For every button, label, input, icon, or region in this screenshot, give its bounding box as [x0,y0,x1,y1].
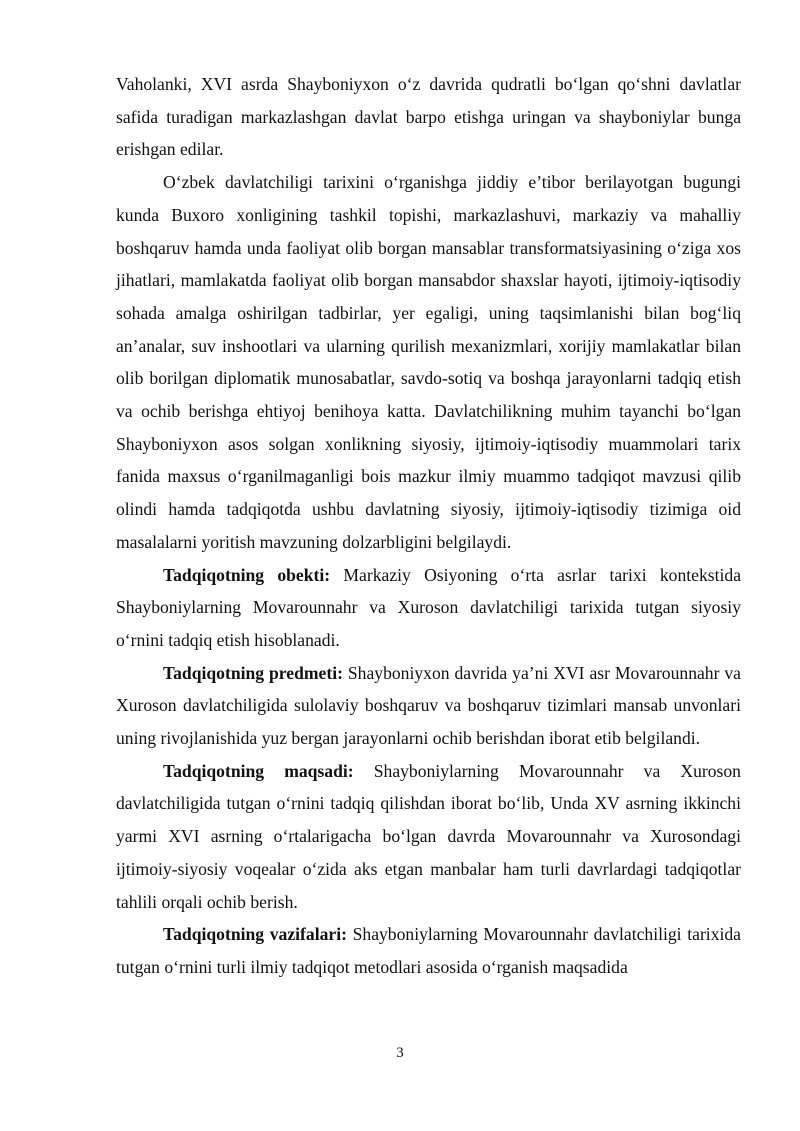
paragraph-text: O‘zbek davlatchiligi tarixini o‘rganishga jiddiy e’tibor berilayotgan bugungi kunda Buxoro xonligining tashkil topishi, markazlashuvi, markaziy va mahalliy boshqaruv hamda unda faoliyat olib borgan mansablar transformatsiyasining o‘ziga xos jihatlari, mamlakatda faoliyat olib borgan mansabdor shaxslar hayoti, ijtimoiy-iqtisodiy sohada amalga oshirilgan tadbirlar, yer egaligi, uning taqsimlanishi bilan bog‘liq an’analar, suv inshootlari va ularning qurilish mexanizmlari, xorijiy mamlakatlar bilan olib borilgan diplomatik munosabatlar, savdo-sotiq va boshqa jarayonlarni tadqiq etish va ochib berishga ehtiyoj benihoya katta. Davlatchilikning muhim tayanchi bo‘lgan Shayboniyxon asos solgan xonlikning siyosiy, ijtimoiy-iqtisodiy muammolari tarix fanida maxsus o‘rganilmaganligi bois mazkur ilmiy muammo tadqiqot mavzusi qilib olindi hamda tadqiqotda ushbu davlatning siyosiy, ijtimoiy-iqtisodiy tizimiga oid masalalarni yoritish mavzuning dolzarbligini belgilaydi. [116,172,741,552]
paragraph-text: Markaziy Osiyoning o‘rta asrlar tarixi kontekstida Shayboniylarning Movarounnahr va Xuroson davlatchiligi tarixida tutgan siyosiy o‘rnini tadqiq etish hisoblanadi. [116,564,742,650]
page-number: 3 [396,1045,404,1061]
paragraph-object [116,559,741,657]
paragraph-heading: Tadqiqotning obekti: [163,564,331,585]
paragraph-text: Shayboniylarning Movarounnahr davlatchiligi tarixida tutgan o‘rnini turli ilmiy tadqiqot metodlari asosida o‘rganish maqsadida [116,924,741,977]
paragraph-text: Vaholanki, XVI asrda Shayboniyxon o‘z davrida qudratli bo‘lgan qo‘shni davlatlar safida turadigan markazlashgan davlat barpo etishga uringan va shayboniylar bunga erishgan edilar. [116,74,741,160]
paragraph-relevance [116,166,741,558]
paragraph-text: Shayboniyxon davrida ya’ni XVI asr Movarounnahr va Xuroson davlatchiligida sulolaviy boshqaruv va boshqaruv tizimlari mansab unvonlari uning rivojlanishida yuz bergan jarayonlarni ochib berishdan iborat etib belgilandi. [116,662,741,749]
paragraph-heading: Tadqiqotning predmeti: [163,662,343,683]
paragraph-heading: Tadqiqotning maqsadi: [163,760,354,781]
document-body [116,68,741,984]
paragraph-subject [116,657,741,755]
paragraph-goal [116,755,741,919]
paragraph-text: Shayboniylarning Movarounnahr va Xuroson davlatchiligida tutgan o‘rnini tadqiq qilishdan iborat bo‘lib, Unda XV asrning ikkinchi yarmi XVI asrning o‘rtalarigacha bo‘lgan davrda Movarounnahr va Xurosondagi ijtimoiy-siyosiy voqealar o‘zida aks etgan manbalar ham turli davrlardagi tadqiqotlar tahlili orqali ochib berish. [116,760,741,912]
paragraph-heading: Tadqiqotning vazifalari: [163,924,347,945]
paragraph-tasks [116,918,741,983]
paragraph-intro [116,68,741,166]
